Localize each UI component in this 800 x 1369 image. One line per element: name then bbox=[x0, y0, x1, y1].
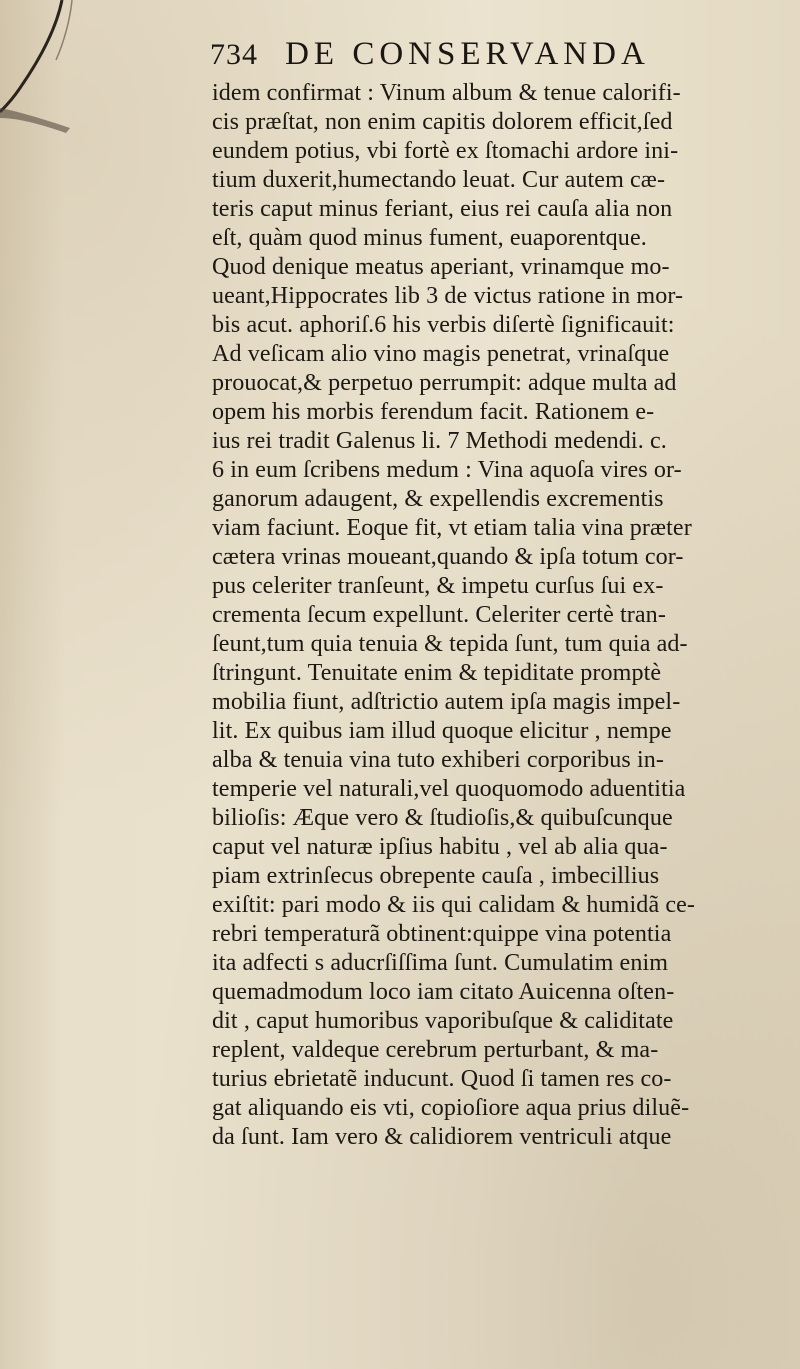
text-line: quemadmodum loco iam citato Auicenna oſten- bbox=[212, 978, 675, 1005]
text-line: replent, valdeque cerebrum perturbant, & ma- bbox=[212, 1036, 659, 1063]
text-line: alba & tenuia vina tuto exhiberi corporibus in- bbox=[212, 746, 665, 773]
running-header bbox=[210, 36, 730, 76]
text-line: Quod denique meatus aperiant, vrinamque mo- bbox=[212, 253, 670, 280]
text-line: eundem potius, vbi fortè ex ſtomachi ardore ini- bbox=[212, 137, 679, 164]
text-line: teris caput minus feriant, eius rei cauſa alia non bbox=[212, 195, 673, 222]
text-line: da ſunt. Iam vero & calidiorem ventriculi atque bbox=[212, 1123, 672, 1150]
text-line: rebri temperaturã obtinent:quippe vina potentia bbox=[212, 920, 672, 947]
body-text bbox=[212, 78, 800, 1151]
text-line: eſt, quàm quod minus fument, euaporentque. bbox=[212, 224, 647, 251]
text-line: mobilia fiunt, adſtrictio autem ipſa magis impel- bbox=[212, 688, 681, 715]
text-line: idem confirmat : Vinum album & tenue calorifi- bbox=[212, 79, 681, 106]
page-number: 734 bbox=[210, 38, 258, 71]
text-line: gat aliquando eis vti, copioſiore aqua prius diluẽ- bbox=[212, 1094, 690, 1121]
text-line: viam faciunt. Eoque fit, vt etiam talia vina præter bbox=[212, 514, 692, 541]
text-line: caput vel naturæ ipſius habitu , vel ab alia qua- bbox=[212, 833, 668, 860]
text-line: ſtringunt. Tenuitate enim & tepiditate promptè bbox=[212, 659, 662, 686]
text-line: piam extrinſecus obrepente cauſa , imbecillius bbox=[212, 862, 660, 889]
text-line: lit. Ex quibus iam illud quoque elicitur , nempe bbox=[212, 717, 672, 744]
text-line: bilioſis: Æque vero & ſtudioſis,& quibuſcunque bbox=[212, 804, 673, 831]
text-line: cætera vrinas moueant,quando & ipſa totum cor- bbox=[212, 543, 684, 570]
text-line: ita adfecti s aducrſiſſima ſunt. Cumulatim enim bbox=[212, 949, 669, 976]
text-line: temperie vel naturali,vel quoquomodo aduentitia bbox=[212, 775, 686, 802]
text-line: cis præſtat, non enim capitis dolorem efficit,ſed bbox=[212, 108, 673, 135]
text-line: opem his morbis ferendum facit. Rationem e- bbox=[212, 398, 655, 425]
text-line: exiſtit: pari modo & iis qui calidam & humidã ce- bbox=[212, 891, 696, 918]
text-line: crementa ſecum expellunt. Celeriter certè tran- bbox=[212, 601, 666, 628]
text-line: Ad veſicam alio vino magis penetrat, vrinaſque bbox=[212, 340, 670, 367]
text-line: 6 in eum ſcribens medum : Vina aquoſa vires or- bbox=[212, 456, 682, 483]
text-line: pus celeriter tranſeunt, & impetu curſus ſui ex- bbox=[212, 572, 664, 599]
text-line: ſeunt,tum quia tenuia & tepida ſunt, tum quia ad- bbox=[212, 630, 688, 657]
ink-stain-mark bbox=[0, 0, 120, 140]
text-line: dit , caput humoribus vaporibuſque & caliditate bbox=[212, 1007, 674, 1034]
text-line: tium duxerit,humectando leuat. Cur autem cæ- bbox=[212, 166, 666, 193]
text-line: ueant,Hippocrates lib 3 de victus ratione in mor- bbox=[212, 282, 684, 309]
text-line: bis acut. aphoriſ.6 his verbis diſertè ſignificauit: bbox=[212, 311, 675, 338]
text-line: prouocat,& perpetuo perrumpit: adque multa ad bbox=[212, 369, 677, 396]
text-line: turius ebrietatẽ inducunt. Quod ſi tamen res co- bbox=[212, 1065, 672, 1092]
text-line: ius rei tradit Galenus li. 7 Methodi medendi. c. bbox=[212, 427, 667, 454]
text-line: ganorum adaugent, & expellendis excrementis bbox=[212, 485, 664, 512]
running-title: DE CONSERVANDA bbox=[285, 36, 650, 72]
